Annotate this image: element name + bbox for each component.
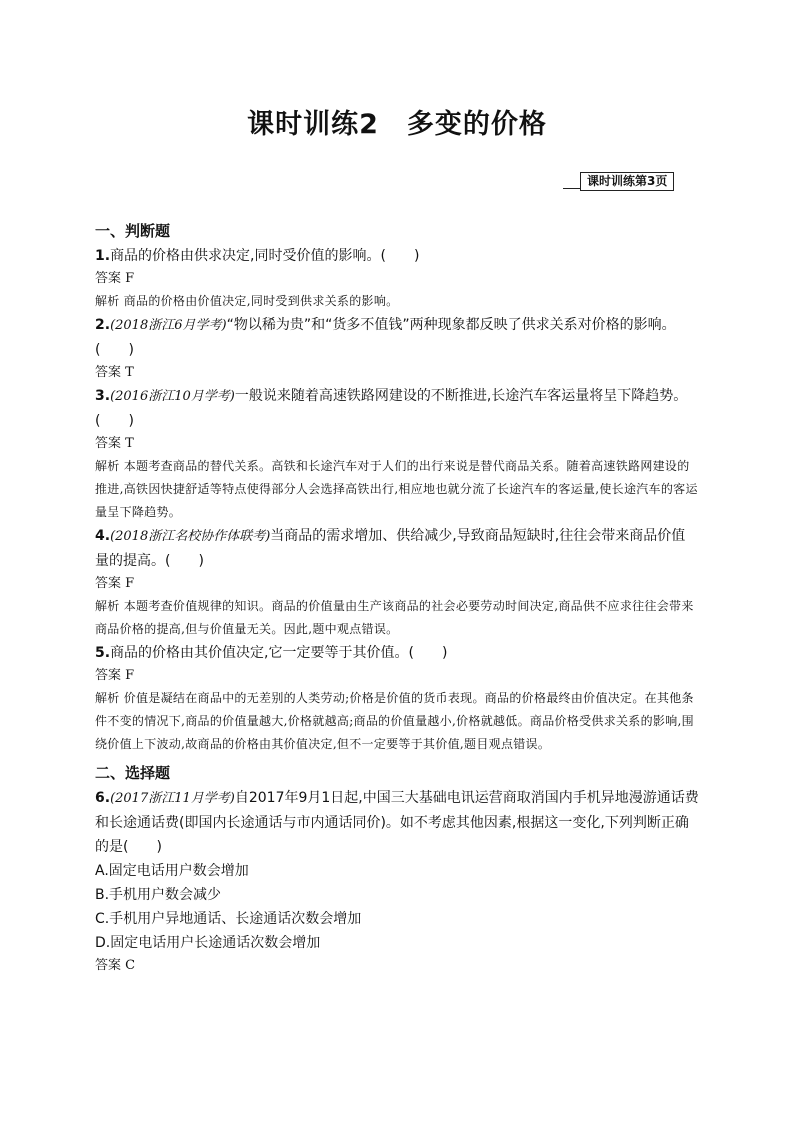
- section-heading-choice: 二、选择题: [95, 764, 171, 782]
- answer-2: 答案 T: [95, 365, 134, 380]
- question-text: “物以稀为贵”和“货多不值钱”两种现象都反映了供求关系对价格的影响。( ): [95, 317, 676, 358]
- question-source: (2017浙江11月学考): [110, 791, 235, 806]
- page-reference-box: 课时训练第3页: [580, 172, 674, 191]
- question-3: [95, 384, 699, 433]
- section-heading-judgment: 一、判断题: [95, 222, 171, 240]
- answer-5: 答案 F: [95, 668, 135, 683]
- question-text: 当商品的需求增加、供给减少,导致商品短缺时,往往会带来商品价值量的提高。( ): [95, 528, 686, 569]
- question-2: [95, 313, 699, 362]
- question-text: 商品的价格由其价值决定,它一定要等于其价值。( ): [110, 645, 448, 661]
- question-source: (2018浙江6月学考): [110, 318, 227, 333]
- option-d: D.固定电话用户长途通话次数会增加: [95, 935, 321, 951]
- option-b: B.手机用户数会减少: [95, 887, 222, 903]
- question-number: 4.: [95, 528, 111, 544]
- question-number: 5.: [95, 645, 111, 661]
- question-source: (2016浙江10月学考): [110, 389, 235, 404]
- page-title: 课时训练2 多变的价格: [247, 109, 547, 140]
- question-number: 2.: [95, 317, 111, 333]
- content: [95, 214, 699, 977]
- page-ref-underline: [563, 188, 580, 189]
- question-source: (2018浙江名校协作体联考): [110, 529, 271, 544]
- explanation-3: 解析 本题考查商品的替代关系。高铁和长途汽车对于人们的出行来说是替代商品关系。随着高速铁路网建设的推进,高铁因快捷舒适等特点使得部分人会选择高铁出行,相应地也就分流了长途汽车的客运量,使长途汽车的客运量呈下降趋势。: [95, 459, 698, 519]
- explanation-1: 解析 商品的价格由价值决定,同时受到供求关系的影响。: [95, 294, 399, 308]
- question-4: [95, 524, 699, 573]
- question-1: [95, 244, 699, 268]
- question-text: 一般说来随着高速铁路网建设的不断推进,长途汽车客运量将呈下降趋势。( ): [95, 388, 688, 429]
- question-number: 1.: [95, 248, 111, 264]
- question-text: 商品的价格由供求决定,同时受价值的影响。( ): [110, 248, 420, 264]
- question-number: 6.: [95, 790, 111, 806]
- option-a: A.固定电话用户数会增加: [95, 863, 249, 879]
- answer-3: 答案 T: [95, 436, 134, 451]
- option-c: C.手机用户异地通话、长途通话次数会增加: [95, 911, 362, 927]
- explanation-5: 解析 价值是凝结在商品中的无差别的人类劳动;价格是价值的货币表现。商品的价格最终由价值决定。在其他条件不变的情况下,商品的价值量越大,价格就越高;商品的价值量越小,价格就越低。商品价格受供求关系的影响,围绕价值上下波动,故商品的价格由其价值决定,但不一定要等于其价值,题目观点错误。: [95, 691, 694, 751]
- answer-6: 答案 C: [95, 958, 136, 973]
- question-number: 3.: [95, 388, 111, 404]
- answer-1: 答案 F: [95, 271, 135, 286]
- question-6: [95, 786, 699, 859]
- answer-4: 答案 F: [95, 576, 135, 591]
- question-text: 自2017年9月1日起,中国三大基础电讯运营商取消国内手机异地漫游通话费和长途通话费(即国内长途通话与市内通话同价)。如不考虑其他因素,根据这一变化,下列判断正确的是( ): [95, 790, 699, 855]
- explanation-4: 解析 本题考查价值规律的知识。商品的价值量由生产该商品的社会必要劳动时间决定,商品供不应求往往会带来商品价格的提高,但与价值量无关。因此,题中观点错误。: [95, 599, 694, 636]
- question-5: [95, 641, 699, 665]
